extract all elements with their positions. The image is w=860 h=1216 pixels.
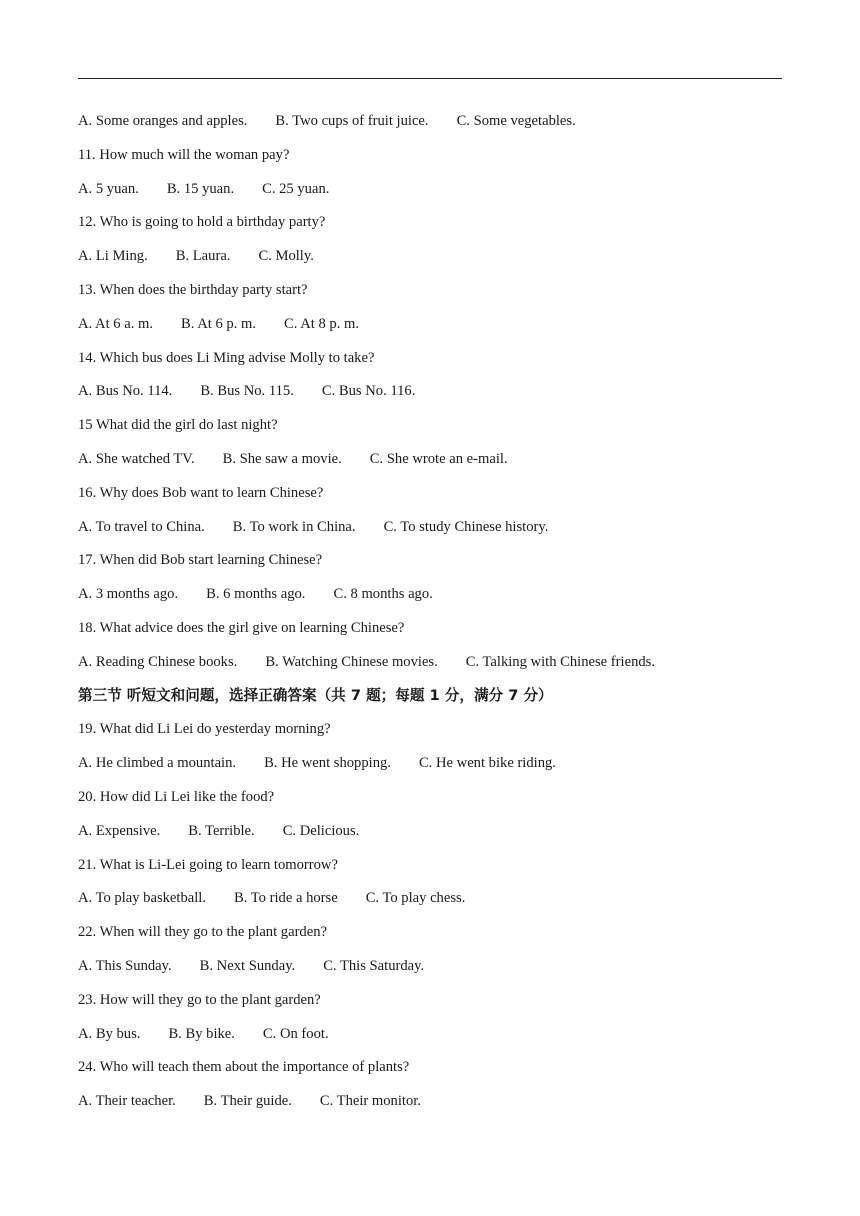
answer-option: B. Watching Chinese movies. bbox=[265, 653, 438, 670]
answer-options bbox=[78, 751, 782, 785]
answer-options bbox=[78, 1089, 782, 1123]
answer-options bbox=[78, 447, 782, 481]
answer-option: A. To travel to China. bbox=[78, 518, 205, 535]
answer-option: A. She watched TV. bbox=[78, 450, 195, 467]
answer-option: B. Terrible. bbox=[188, 822, 255, 839]
answer-option: C. To study Chinese history. bbox=[383, 518, 549, 535]
answer-option: B. Laura. bbox=[175, 248, 231, 265]
answer-option: A. At 6 a. m. bbox=[78, 315, 153, 332]
question-text: 16. Why does Bob want to learn Chinese? bbox=[78, 484, 324, 501]
answer-options bbox=[78, 177, 782, 211]
answer-option: B. Bus No. 115. bbox=[200, 383, 294, 400]
answer-option: B. 15 yuan. bbox=[166, 180, 235, 197]
answer-options bbox=[78, 819, 782, 853]
answer-options bbox=[78, 650, 782, 684]
answer-options bbox=[78, 109, 782, 143]
question-text: 21. What is Li-Lei going to learn tomorrow? bbox=[78, 856, 338, 873]
exam-page bbox=[78, 109, 782, 1123]
answer-option: C. 25 yuan. bbox=[262, 180, 330, 197]
answer-option: A. 5 yuan. bbox=[78, 180, 139, 197]
answer-option: A. He climbed a mountain. bbox=[78, 755, 237, 772]
answer-option: B. Next Sunday. bbox=[199, 957, 296, 974]
answer-option: A. This Sunday. bbox=[78, 957, 172, 974]
answer-options bbox=[78, 886, 782, 920]
answer-option: B. He went shopping. bbox=[264, 755, 391, 772]
question-text: 18. What advice does the girl give on learning Chinese? bbox=[78, 619, 405, 636]
answer-options bbox=[78, 1022, 782, 1056]
question-text: 24. Who will teach them about the importance of plants? bbox=[78, 1059, 410, 1076]
answer-option: C. Some vegetables. bbox=[456, 113, 576, 129]
answer-option: B. To ride a horse bbox=[234, 890, 338, 907]
header-rule bbox=[78, 78, 782, 79]
answer-option: C. 8 months ago. bbox=[333, 586, 433, 603]
answer-option: A. Reading Chinese books. bbox=[78, 653, 238, 670]
answer-options bbox=[78, 515, 782, 549]
question-text: 22. When will they go to the plant garden? bbox=[78, 924, 327, 941]
answer-options bbox=[78, 379, 782, 413]
question-text: 12. Who is going to hold a birthday party? bbox=[78, 214, 326, 231]
section-heading: 第三节 听短文和问题，选择正确答案（共 7 题；每题 1 分，满分 7 分） bbox=[78, 686, 553, 704]
answer-option: A. 3 months ago. bbox=[78, 586, 179, 603]
answer-option: C. Molly. bbox=[258, 248, 314, 265]
question-text: 11. How much will the woman pay? bbox=[78, 146, 290, 163]
answer-option: B. To work in China. bbox=[232, 518, 356, 535]
question-text: 13. When does the birthday party start? bbox=[78, 281, 308, 298]
answer-option: B. By bike. bbox=[168, 1025, 235, 1042]
answer-option: B. 6 months ago. bbox=[206, 586, 306, 603]
question-text: 20. How did Li Lei like the food? bbox=[78, 788, 275, 805]
question-text: 14. Which bus does Li Ming advise Molly to take? bbox=[78, 349, 375, 366]
answer-option: B. She saw a movie. bbox=[222, 450, 342, 467]
question-text: 17. When did Bob start learning Chinese? bbox=[78, 552, 323, 569]
answer-option: A. Their teacher. bbox=[78, 1093, 176, 1110]
question-text: 15 What did the girl do last night? bbox=[78, 417, 278, 434]
answer-option: A. Li Ming. bbox=[78, 248, 148, 265]
answer-option: A. Some oranges and apples. bbox=[78, 113, 248, 129]
answer-option: C. On foot. bbox=[262, 1025, 329, 1042]
question-text: 23. How will they go to the plant garden? bbox=[78, 991, 321, 1008]
answer-options bbox=[78, 244, 782, 278]
answer-option: C. This Saturday. bbox=[323, 957, 425, 974]
answer-options bbox=[78, 312, 782, 346]
answer-option: A. To play basketball. bbox=[78, 890, 207, 907]
answer-option: B. Their guide. bbox=[203, 1093, 292, 1110]
answer-option: C. Delicious. bbox=[282, 822, 360, 839]
question-text: 19. What did Li Lei do yesterday morning? bbox=[78, 721, 331, 738]
answer-options bbox=[78, 582, 782, 616]
answer-options bbox=[78, 954, 782, 988]
answer-option: C. At 8 p. m. bbox=[284, 315, 360, 332]
answer-option: C. He went bike riding. bbox=[418, 755, 556, 772]
answer-option: C. Talking with Chinese friends. bbox=[465, 653, 655, 670]
answer-option: B. At 6 p. m. bbox=[181, 315, 257, 332]
answer-option: C. To play chess. bbox=[365, 890, 466, 907]
answer-option: C. Their monitor. bbox=[319, 1093, 421, 1110]
answer-option: A. Bus No. 114. bbox=[78, 383, 173, 400]
answer-option: C. Bus No. 116. bbox=[321, 383, 416, 400]
answer-option: C. She wrote an e-mail. bbox=[369, 450, 508, 467]
answer-option: A. By bus. bbox=[78, 1025, 141, 1042]
answer-option: A. Expensive. bbox=[78, 822, 161, 839]
answer-option: B. Two cups of fruit juice. bbox=[275, 113, 429, 129]
